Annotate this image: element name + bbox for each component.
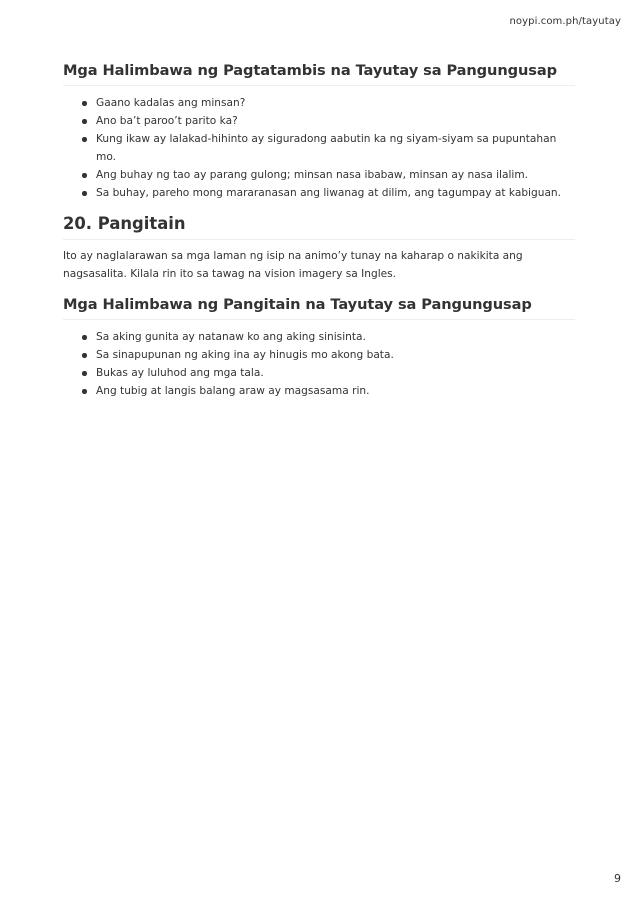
section-heading: Mga Halimbawa ng Pangitain na Tayutay sa Pangungusap	[63, 296, 575, 320]
list-item: Sa aking gunita ay natanaw ko ang aking sinisinta.	[96, 328, 575, 346]
list-item: Ang tubig at langis balang araw ay magsasama rin.	[96, 382, 575, 400]
list-item: Sa buhay, pareho mong mararanasan ang liwanag at dilim, ang tagumpay at kabiguan.	[96, 184, 575, 202]
source-url: noypi.com.ph/tayutay	[509, 16, 621, 27]
section-heading: Mga Halimbawa ng Pagtatambis na Tayutay sa Pangungusap	[63, 62, 575, 86]
list-item: Gaano kadalas ang minsan?	[96, 94, 575, 112]
example-list	[63, 94, 575, 202]
list-item: Kung ikaw ay lalakad-hihinto ay siguradong aabutin ka ng siyam-siyam sa pupuntahan mo.	[96, 130, 575, 166]
page-content	[63, 62, 575, 400]
section-pangitain	[63, 214, 575, 283]
section-description: Ito ay naglalarawan sa mga laman ng isip na animo’y tunay na kaharap o nakikita ang nagsasalita. Kilala rin ito sa tawag na vision imagery sa Ingles.	[63, 250, 523, 280]
section-pagtatambis-examples	[63, 62, 575, 202]
list-item: Ano ba’t paroo’t parito ka?	[96, 112, 575, 130]
list-item: Bukas ay luluhod ang mga tala.	[96, 364, 575, 382]
list-item: Ang buhay ng tao ay parang gulong; minsan nasa ibabaw, minsan ay nasa ilalim.	[96, 166, 575, 184]
section-pangitain-examples	[63, 296, 575, 400]
example-list	[63, 328, 575, 400]
chapter-heading: 20. Pangitain	[63, 214, 575, 240]
list-item: Sa sinapupunan ng aking ina ay hinugis mo akong bata.	[96, 346, 575, 364]
page-number: 9	[614, 872, 621, 885]
